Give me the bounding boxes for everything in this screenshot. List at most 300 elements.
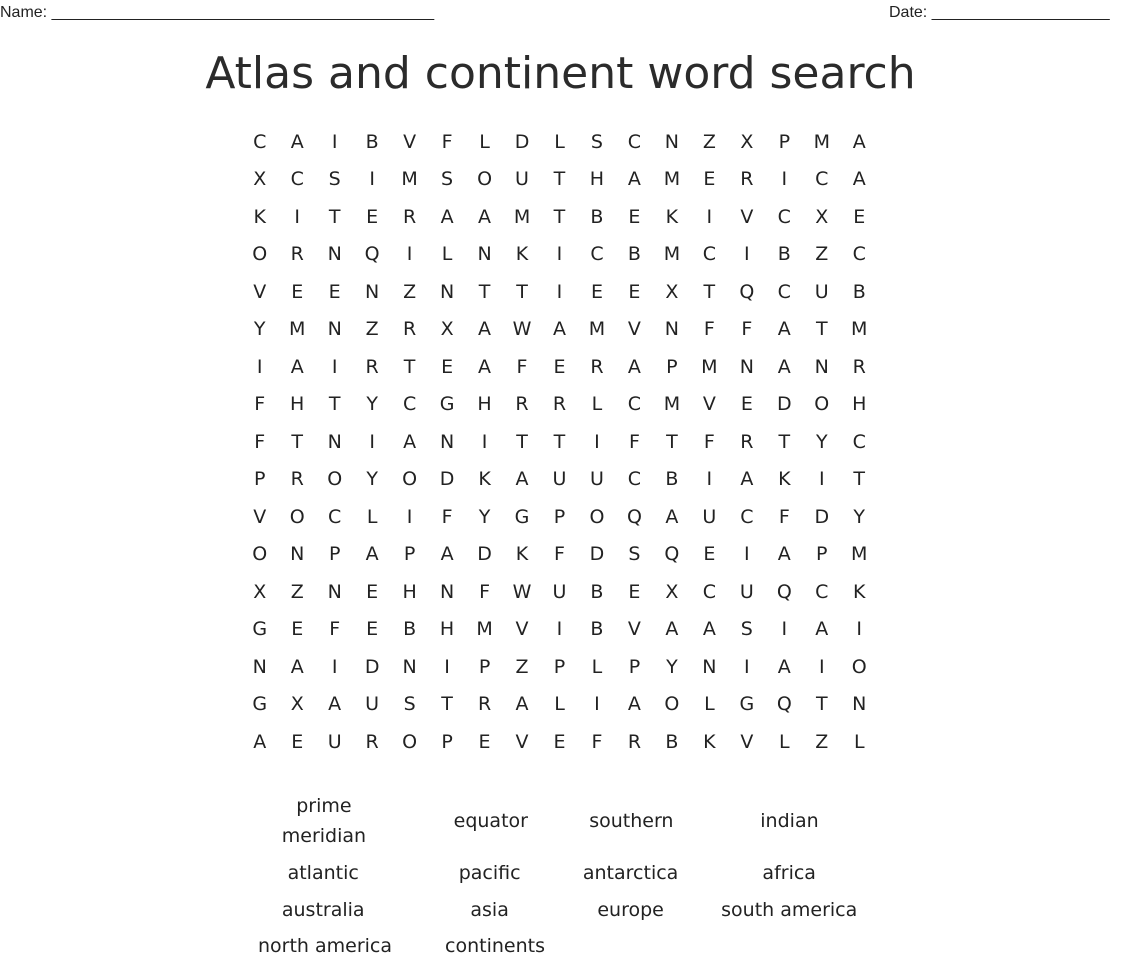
grid-letter[interactable]: E xyxy=(628,280,641,303)
grid-letter[interactable]: D xyxy=(439,468,455,491)
grid-letter[interactable]: K xyxy=(703,730,716,753)
grid-letter[interactable]: U xyxy=(327,730,342,753)
grid-letter[interactable]: N xyxy=(439,580,455,603)
grid-letter[interactable]: E xyxy=(628,205,641,228)
grid-letter[interactable]: A xyxy=(852,168,866,191)
grid-letter[interactable]: T xyxy=(703,280,716,303)
grid-letter[interactable]: R xyxy=(477,693,492,716)
grid-letter[interactable]: I xyxy=(818,468,825,491)
grid-letter[interactable]: N xyxy=(664,130,679,153)
grid-letter[interactable]: B xyxy=(852,280,866,303)
grid-letter[interactable]: A xyxy=(665,505,679,528)
word-south-america: south america xyxy=(721,898,858,921)
grid-letter[interactable]: G xyxy=(739,693,755,716)
grid-letter[interactable]: B xyxy=(590,205,604,228)
grid-letter[interactable]: H xyxy=(477,393,492,416)
grid-letter[interactable]: X xyxy=(440,318,454,341)
grid-letter[interactable]: I xyxy=(594,693,600,716)
name-field[interactable]: Name: ___________________________________________ xyxy=(0,4,435,21)
grid-letter[interactable]: E xyxy=(291,280,304,303)
grid-letter[interactable]: C xyxy=(702,580,716,603)
grid-letter[interactable]: S xyxy=(628,543,641,566)
grid-letter[interactable]: A xyxy=(852,130,866,153)
grid-letter[interactable]: O xyxy=(252,243,268,266)
grid-letter[interactable]: C xyxy=(815,168,829,191)
grid-row xyxy=(241,648,878,686)
grid-letter[interactable]: C xyxy=(702,243,716,266)
grid-letter[interactable]: P xyxy=(441,730,453,753)
grid-letter[interactable]: B xyxy=(590,618,604,641)
grid-letter[interactable]: I xyxy=(331,355,338,378)
grid-letter[interactable]: V xyxy=(627,618,641,641)
grid-letter[interactable]: T xyxy=(441,693,453,716)
grid-letter[interactable]: F xyxy=(441,505,453,528)
grid-letter[interactable]: I xyxy=(406,243,413,266)
grid-letter[interactable]: I xyxy=(406,505,413,528)
grid-letter[interactable]: L xyxy=(554,693,565,716)
grid-letter[interactable]: L xyxy=(591,655,603,678)
grid-letter[interactable]: N xyxy=(702,655,717,678)
grid-letter[interactable]: E xyxy=(366,205,379,228)
grid-letter[interactable]: V xyxy=(403,130,417,153)
grid-letter[interactable]: L xyxy=(479,130,490,153)
grid-letter[interactable]: O xyxy=(252,543,268,566)
grid-letter[interactable]: E xyxy=(703,168,716,191)
grid-letter[interactable]: B xyxy=(403,618,417,641)
word-europe: europe xyxy=(597,898,664,921)
grid-letter[interactable]: V xyxy=(740,205,754,228)
grid-letter[interactable]: C xyxy=(627,468,642,491)
grid-letter[interactable]: U xyxy=(515,168,529,191)
grid-letter[interactable]: I xyxy=(369,168,375,191)
grid-letter[interactable]: K xyxy=(778,468,791,491)
grid-letter[interactable]: N xyxy=(327,243,342,266)
grid-letter[interactable]: S xyxy=(328,168,341,191)
grid-letter[interactable]: I xyxy=(706,205,713,228)
grid-letter[interactable]: B xyxy=(365,130,379,153)
grid-letter[interactable]: T xyxy=(553,205,566,228)
grid-letter[interactable]: C xyxy=(740,505,754,528)
grid-letter[interactable]: M xyxy=(401,168,418,191)
grid-letter[interactable]: U xyxy=(739,580,754,603)
grid-letter[interactable]: M xyxy=(851,318,868,341)
grid-letter[interactable]: A xyxy=(328,693,342,716)
grid-letter[interactable]: A xyxy=(253,730,267,753)
grid-letter[interactable]: L xyxy=(704,693,715,716)
grid-letter[interactable]: K xyxy=(253,205,266,228)
grid-letter[interactable]: B xyxy=(777,243,791,266)
grid-letter[interactable]: T xyxy=(516,280,528,303)
grid-letter[interactable]: F xyxy=(703,318,715,341)
grid-letter[interactable]: U xyxy=(552,468,567,491)
grid-letter[interactable]: R xyxy=(365,355,379,378)
grid-letter[interactable]: E xyxy=(853,205,866,228)
grid-letter[interactable]: C xyxy=(253,130,267,153)
grid-letter[interactable]: A xyxy=(777,543,791,566)
grid-letter[interactable]: R xyxy=(740,430,754,453)
grid-letter[interactable]: C xyxy=(815,580,829,603)
word-indian: indian xyxy=(760,810,819,832)
grid-letter[interactable]: Y xyxy=(253,318,266,341)
grid-letter[interactable]: A xyxy=(290,355,304,378)
grid-letter[interactable]: V xyxy=(740,730,754,753)
grid-letter[interactable]: Q xyxy=(776,693,792,716)
grid-letter[interactable]: T xyxy=(478,280,491,303)
grid-letter[interactable]: U xyxy=(702,505,717,528)
grid-letter[interactable]: P xyxy=(328,543,341,566)
grid-letter[interactable]: P xyxy=(816,543,828,566)
grid-letter[interactable]: M xyxy=(663,393,681,416)
grid-letter[interactable]: T xyxy=(291,430,303,453)
grid-letter[interactable]: K xyxy=(515,543,529,566)
grid-letter[interactable]: E xyxy=(441,355,454,378)
grid-letter[interactable]: Y xyxy=(666,655,678,678)
grid-letter[interactable]: T xyxy=(853,468,866,491)
grid-letter[interactable]: L xyxy=(554,130,565,153)
grid-letter[interactable]: R xyxy=(403,318,417,341)
grid-letter[interactable]: I xyxy=(594,430,600,453)
word-atlantic: atlantic xyxy=(287,861,359,884)
grid-letter[interactable]: F xyxy=(516,355,528,378)
grid-letter[interactable]: S xyxy=(740,618,753,641)
grid-letter[interactable]: C xyxy=(590,243,604,266)
grid-letter[interactable]: Z xyxy=(290,580,304,603)
grid-letter[interactable]: A xyxy=(552,318,566,341)
grid-letter[interactable]: A xyxy=(627,355,641,378)
grid-letter[interactable]: E xyxy=(590,280,603,303)
grid-letter[interactable]: I xyxy=(556,280,563,303)
grid-letter[interactable]: V xyxy=(702,393,716,416)
grid-letter[interactable]: V xyxy=(515,730,529,753)
grid-letter[interactable]: G xyxy=(252,693,268,716)
grid-letter[interactable]: Z xyxy=(515,655,529,678)
grid-letter[interactable]: Z xyxy=(702,130,716,153)
grid-letter[interactable]: M xyxy=(476,618,493,641)
grid-letter[interactable]: N xyxy=(365,280,380,303)
grid-letter[interactable]: I xyxy=(781,168,788,191)
grid-letter[interactable]: A xyxy=(515,693,529,716)
grid-letter[interactable]: P xyxy=(403,543,416,566)
grid-letter[interactable]: A xyxy=(290,655,304,678)
grid-letter[interactable]: S xyxy=(403,693,416,716)
grid-letter[interactable]: C xyxy=(290,168,304,191)
grid-letter[interactable]: Q xyxy=(776,580,792,603)
grid-letter[interactable]: F xyxy=(441,130,453,153)
grid-letter[interactable]: A xyxy=(515,468,529,491)
grid-letter[interactable]: I xyxy=(744,543,750,566)
grid-letter[interactable]: X xyxy=(253,580,267,603)
grid-letter[interactable]: T xyxy=(666,430,678,453)
grid-letter[interactable]: Z xyxy=(365,318,379,341)
grid-letter[interactable]: R xyxy=(290,243,304,266)
grid-letter[interactable]: D xyxy=(814,505,830,528)
grid-letter[interactable]: E xyxy=(366,618,379,641)
grid-letter[interactable]: W xyxy=(512,318,532,341)
grid-letter[interactable]: F xyxy=(254,430,266,453)
grid-letter[interactable]: N xyxy=(739,355,754,378)
grid-letter[interactable]: B xyxy=(590,580,604,603)
grid-letter[interactable]: A xyxy=(777,318,791,341)
grid-letter[interactable]: X xyxy=(665,580,679,603)
grid-letter[interactable]: A xyxy=(815,618,829,641)
grid-letter[interactable]: I xyxy=(556,243,563,266)
grid-letter[interactable]: V xyxy=(627,318,641,341)
grid-letter[interactable]: N xyxy=(402,655,417,678)
grid-letter[interactable]: M xyxy=(851,543,868,566)
grid-letter[interactable]: Y xyxy=(478,505,491,528)
grid-letter[interactable]: R xyxy=(627,730,642,753)
grid-letter[interactable]: H xyxy=(290,393,305,416)
grid-letter[interactable]: T xyxy=(553,168,566,191)
word-prime-meridian: prime meridian xyxy=(281,795,367,847)
grid-letter[interactable]: N xyxy=(327,430,342,453)
grid-letter[interactable]: A xyxy=(440,543,454,566)
grid-letter[interactable]: P xyxy=(553,505,566,528)
grid-letter[interactable]: T xyxy=(328,205,341,228)
grid-letter[interactable]: G xyxy=(439,393,455,416)
grid-letter[interactable]: B xyxy=(627,243,641,266)
grid-letter[interactable]: C xyxy=(852,243,866,266)
grid-letter[interactable]: I xyxy=(369,430,375,453)
grid-letter[interactable]: P xyxy=(553,655,566,678)
grid-letter[interactable]: M xyxy=(513,205,531,228)
grid-letter[interactable]: A xyxy=(777,355,791,378)
grid-letter[interactable]: K xyxy=(478,468,491,491)
grid-letter[interactable]: L xyxy=(853,730,865,753)
grid-letter[interactable]: F xyxy=(479,580,491,603)
grid-letter[interactable]: A xyxy=(478,205,492,228)
grid-letter[interactable]: A xyxy=(440,205,454,228)
grid-letter[interactable]: K xyxy=(665,205,679,228)
grid-letter[interactable]: L xyxy=(441,243,453,266)
grid-letter[interactable]: T xyxy=(815,693,828,716)
grid-letter[interactable]: Y xyxy=(366,393,378,416)
grid-letter[interactable]: A xyxy=(777,655,791,678)
grid-letter[interactable]: O xyxy=(851,655,867,678)
grid-letter[interactable]: F xyxy=(591,730,603,753)
grid-letter[interactable]: N xyxy=(814,355,829,378)
grid-letter[interactable]: I xyxy=(444,655,450,678)
grid-letter[interactable]: N xyxy=(327,580,342,603)
grid-letter[interactable]: O xyxy=(589,505,605,528)
grid-letter[interactable]: X xyxy=(740,130,754,153)
grid-letter[interactable]: C xyxy=(328,505,342,528)
grid-letter[interactable]: Y xyxy=(815,430,828,453)
grid-letter[interactable]: D xyxy=(776,393,792,416)
grid-letter[interactable]: E xyxy=(553,730,566,753)
word-row xyxy=(240,854,890,891)
grid-letter[interactable]: E xyxy=(366,580,379,603)
grid-letter[interactable]: B xyxy=(665,730,679,753)
grid-letter[interactable]: N xyxy=(852,693,867,716)
grid-letter[interactable]: I xyxy=(256,355,263,378)
grid-letter[interactable]: Y xyxy=(853,505,866,528)
grid-letter[interactable]: S xyxy=(441,168,454,191)
grid-letter[interactable]: N xyxy=(664,318,679,341)
grid-letter[interactable]: P xyxy=(628,655,641,678)
grid-letter[interactable]: A xyxy=(627,693,641,716)
grid-letter[interactable]: D xyxy=(364,655,380,678)
grid-letter[interactable]: O xyxy=(477,168,493,191)
grid-letter[interactable]: S xyxy=(590,130,603,153)
grid-letter[interactable]: R xyxy=(552,393,567,416)
grid-letter[interactable]: T xyxy=(403,355,416,378)
grid-letter[interactable]: O xyxy=(814,393,830,416)
grid-letter[interactable]: I xyxy=(706,468,713,491)
grid-letter[interactable]: O xyxy=(402,730,418,753)
grid-letter[interactable]: E xyxy=(553,355,566,378)
grid-letter[interactable]: P xyxy=(778,130,791,153)
date-field[interactable]: Date: ____________________ xyxy=(889,4,1110,21)
grid-letter[interactable]: E xyxy=(703,543,716,566)
grid-letter[interactable]: R xyxy=(590,355,604,378)
grid-letter[interactable]: V xyxy=(515,618,529,641)
grid-letter[interactable]: L xyxy=(366,505,378,528)
grid-letter[interactable]: R xyxy=(852,355,866,378)
grid-letter[interactable]: R xyxy=(365,730,379,753)
grid-letter[interactable]: I xyxy=(331,130,338,153)
grid-letter[interactable]: N xyxy=(439,430,455,453)
grid-letter[interactable]: I xyxy=(781,618,788,641)
grid-letter[interactable]: F xyxy=(329,618,341,641)
grid-letter[interactable]: A xyxy=(702,618,716,641)
grid-letter[interactable]: Q xyxy=(364,243,380,266)
grid-letter[interactable]: E xyxy=(328,280,341,303)
grid-letter[interactable]: C xyxy=(627,393,642,416)
grid-letter[interactable]: C xyxy=(627,130,642,153)
grid-letter[interactable]: P xyxy=(666,355,678,378)
grid-letter[interactable]: N xyxy=(252,655,267,678)
grid-letter[interactable]: C xyxy=(777,205,791,228)
grid-letter[interactable]: L xyxy=(591,393,603,416)
grid-letter[interactable]: P xyxy=(254,468,266,491)
grid-letter[interactable]: M xyxy=(588,318,606,341)
grid-letter[interactable]: T xyxy=(778,430,791,453)
grid-letter[interactable]: C xyxy=(402,393,417,416)
grid-letter[interactable]: N xyxy=(290,543,305,566)
grid-letter[interactable]: E xyxy=(291,730,304,753)
grid-letter[interactable]: W xyxy=(512,580,532,603)
grid-letter[interactable]: G xyxy=(252,618,268,641)
grid-letter[interactable]: X xyxy=(815,205,829,228)
grid-letter[interactable]: P xyxy=(478,655,491,678)
grid-letter[interactable]: D xyxy=(514,130,530,153)
grid-letter[interactable]: N xyxy=(327,318,342,341)
grid-letter[interactable]: I xyxy=(744,243,750,266)
grid-letter[interactable]: X xyxy=(290,693,304,716)
grid-letter[interactable]: A xyxy=(290,130,304,153)
grid-letter[interactable]: U xyxy=(814,280,829,303)
grid-letter[interactable]: U xyxy=(365,693,380,716)
grid-letter[interactable]: N xyxy=(477,243,492,266)
grid-letter[interactable]: F xyxy=(741,318,753,341)
grid-letter[interactable]: T xyxy=(328,393,341,416)
grid-letter[interactable]: M xyxy=(663,168,681,191)
grid-letter[interactable]: I xyxy=(818,655,825,678)
grid-letter[interactable]: Q xyxy=(664,543,680,566)
word-equator: equator xyxy=(453,810,528,832)
grid-letter[interactable]: M xyxy=(663,243,681,266)
grid-letter[interactable]: A xyxy=(740,468,754,491)
grid-letter[interactable]: A xyxy=(478,318,492,341)
grid-letter[interactable]: F xyxy=(554,543,565,566)
grid-letter[interactable]: T xyxy=(553,430,566,453)
grid-letter[interactable]: D xyxy=(589,543,605,566)
grid-letter[interactable]: E xyxy=(740,393,753,416)
grid-letter[interactable]: I xyxy=(481,430,488,453)
grid-letter[interactable]: V xyxy=(253,505,267,528)
grid-letter[interactable]: D xyxy=(477,543,492,566)
grid-letter[interactable]: A xyxy=(627,168,641,191)
grid-letter[interactable]: O xyxy=(664,693,680,716)
grid-letter[interactable]: U xyxy=(552,580,567,603)
grid-letter[interactable]: R xyxy=(515,393,529,416)
grid-letter[interactable]: M xyxy=(289,318,306,341)
grid-letter[interactable]: X xyxy=(253,168,267,191)
grid-letter[interactable]: T xyxy=(815,318,828,341)
grid-letter[interactable]: A xyxy=(365,543,379,566)
grid-letter[interactable]: V xyxy=(253,280,267,303)
grid-letter[interactable]: A xyxy=(665,618,679,641)
grid-letter[interactable]: O xyxy=(327,468,343,491)
grid-letter[interactable]: C xyxy=(777,280,791,303)
grid-letter[interactable]: F xyxy=(703,430,715,453)
grid-letter[interactable]: G xyxy=(514,505,530,528)
grid-letter[interactable]: K xyxy=(515,243,529,266)
grid-letter[interactable]: I xyxy=(294,205,300,228)
grid-letter[interactable]: I xyxy=(744,655,750,678)
grid-letter[interactable]: H xyxy=(589,168,605,191)
grid-letter[interactable]: H xyxy=(402,580,417,603)
grid-letter[interactable]: R xyxy=(290,468,304,491)
grid-letter[interactable]: I xyxy=(556,618,563,641)
grid-letter[interactable]: Q xyxy=(739,280,755,303)
grid-letter[interactable]: O xyxy=(402,468,418,491)
grid-letter[interactable]: E xyxy=(478,730,491,753)
grid-letter[interactable]: A xyxy=(478,355,492,378)
grid-letter[interactable]: R xyxy=(403,205,417,228)
grid-letter[interactable]: F xyxy=(778,505,790,528)
grid-letter[interactable]: H xyxy=(852,393,867,416)
grid-letter[interactable]: H xyxy=(439,618,455,641)
grid-letter[interactable]: F xyxy=(254,393,266,416)
grid-letter[interactable]: B xyxy=(665,468,679,491)
grid-letter[interactable]: L xyxy=(779,730,790,753)
grid-letter[interactable]: I xyxy=(331,655,338,678)
grid-letter[interactable]: E xyxy=(628,580,641,603)
grid-letter[interactable]: E xyxy=(291,618,304,641)
grid-letter[interactable]: N xyxy=(439,280,455,303)
grid-letter[interactable]: T xyxy=(516,430,528,453)
grid-letter[interactable]: O xyxy=(289,505,305,528)
grid-letter[interactable]: F xyxy=(628,430,640,453)
grid-letter[interactable]: M xyxy=(813,130,830,153)
grid-letter[interactable]: A xyxy=(403,430,417,453)
grid-letter[interactable]: Z xyxy=(403,280,417,303)
grid-letter[interactable]: X xyxy=(665,280,679,303)
grid-letter[interactable]: C xyxy=(852,430,866,453)
grid-letter[interactable]: I xyxy=(856,618,863,641)
grid-letter[interactable]: Y xyxy=(366,468,378,491)
grid-row xyxy=(241,573,878,611)
grid-letter[interactable]: M xyxy=(701,355,718,378)
grid-letter[interactable]: U xyxy=(589,468,604,491)
grid-letter[interactable]: Z xyxy=(815,243,829,266)
grid-letter[interactable]: Z xyxy=(815,730,829,753)
grid-letter[interactable]: Q xyxy=(626,505,642,528)
grid-letter[interactable]: K xyxy=(853,580,866,603)
grid-letter[interactable]: R xyxy=(740,168,754,191)
